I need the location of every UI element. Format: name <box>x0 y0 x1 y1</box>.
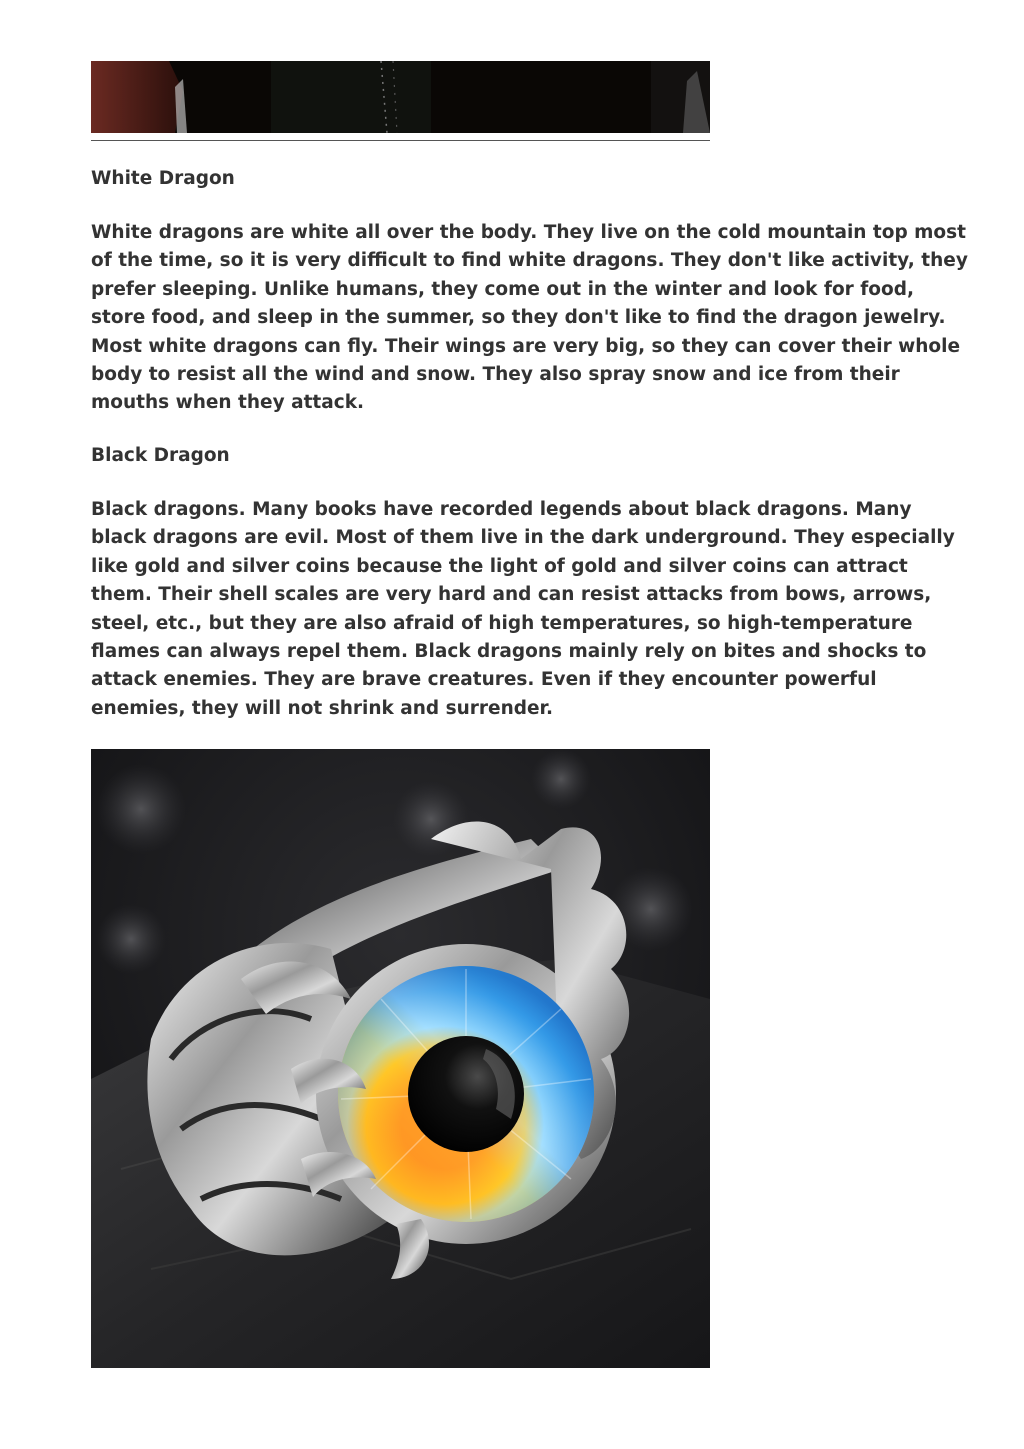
horizontal-rule <box>91 140 710 141</box>
section-heading-white-dragon: White Dragon <box>91 168 235 189</box>
dragon-eye-ring-photo <box>91 749 710 1368</box>
section-body-white-dragon: White dragons are white all over the body. They live on the cold mountain top most of the time, so it is very difficult to find white dragons. They don't like activity, they prefer sleeping. Unlike humans, they come out in the winter and look for food, store food, and sleep in the summer, so they don't like to find the dragon jewelry. Most white dragons can fly. Their wings are very big, so they can cover their whole body to resist all the wind and snow. They also spray snow and ice from their mouths when they attack. <box>91 222 968 414</box>
section-body-black-dragon: Black dragons. Many books have recorded legends about black dragons. Many black dragons are evil. Most of them live in the dark underground. They especially like gold and silver coins because the light of gold and silver coins can attract them. Their shell scales are very hard and can resist attacks from bows, arrows, steel, etc., but they are also afraid of high temperatures, so high-temperature flames can always repel them. Black dragons mainly rely on bites and shocks to attack enemies. They are brave creatures. Even if they encounter powerful enemies, they will not shrink and surrender. <box>91 499 955 719</box>
top-cropped-photo <box>91 61 710 133</box>
section-heading-black-dragon: Black Dragon <box>91 445 230 466</box>
